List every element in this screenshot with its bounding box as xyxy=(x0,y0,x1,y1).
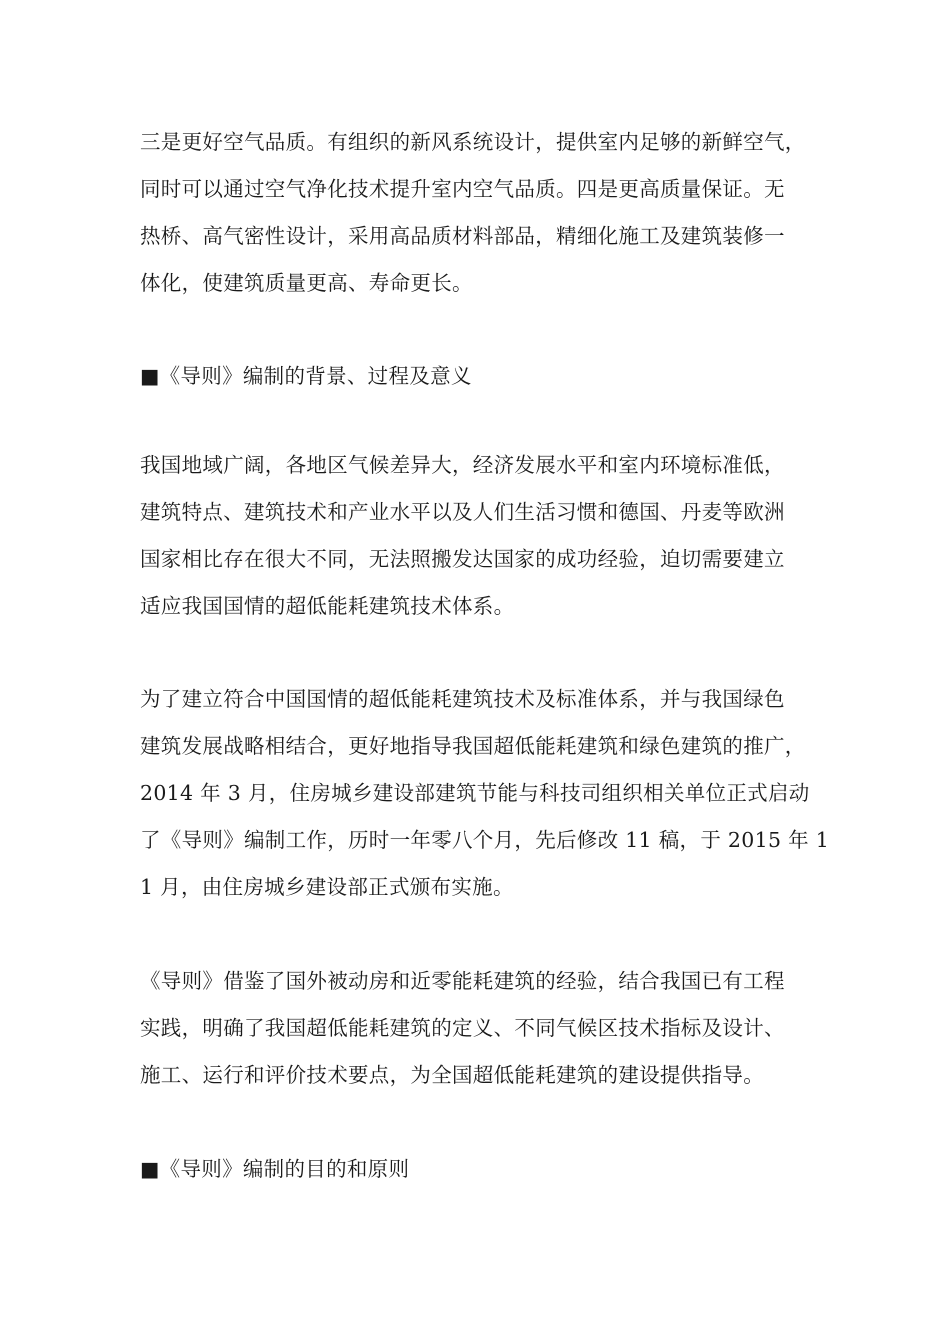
paragraph-3-line-2: 建筑发展战略相结合，更好地指导我国超低能耗建筑和绿色建筑的推广， xyxy=(140,734,806,758)
paragraph-4-line-3: 施工、运行和评价技术要点，为全国超低能耗建筑的建设提供指导。 xyxy=(140,1063,764,1087)
paragraph-3-line-4: 了《导则》编制工作，历时一年零八个月，先后修改 11 稿，于 2015 年 1 xyxy=(140,828,830,852)
paragraph-3-line-5: 1 月，由住房城乡建设部正式颁布实施。 xyxy=(140,875,514,899)
paragraph-3-line-3: 2014 年 3 月，住房城乡建设部建筑节能与科技司组织相关单位正式启动 xyxy=(140,781,810,805)
paragraph-2-line-2: 建筑特点、建筑技术和产业水平以及人们生活习惯和德国、丹麦等欧洲 xyxy=(140,500,785,524)
section-heading-background: ■《导则》编制的背景、过程及意义 xyxy=(140,364,472,388)
paragraph-4-line-1: 《导则》借鉴了国外被动房和近零能耗建筑的经验，结合我国已有工程 xyxy=(140,969,785,993)
section-heading-purpose: ■《导则》编制的目的和原则 xyxy=(140,1157,410,1181)
paragraph-1-line-3: 热桥、高气密性设计，采用高品质材料部品，精细化施工及建筑装修一 xyxy=(140,224,785,248)
paragraph-2-line-4: 适应我国国情的超低能耗建筑技术体系。 xyxy=(140,594,515,618)
paragraph-3-line-1: 为了建立符合中国国情的超低能耗建筑技术及标准体系，并与我国绿色 xyxy=(140,687,785,711)
paragraph-2-line-1: 我国地域广阔，各地区气候差异大，经济发展水平和室内环境标准低， xyxy=(140,453,785,477)
paragraph-2-line-3: 国家相比存在很大不同，无法照搬发达国家的成功经验，迫切需要建立 xyxy=(140,547,785,571)
paragraph-4-line-2: 实践，明确了我国超低能耗建筑的定义、不同气候区技术指标及设计、 xyxy=(140,1016,785,1040)
paragraph-1-line-4: 体化，使建筑质量更高、寿命更长。 xyxy=(140,271,473,295)
paragraph-1-line-1: 三是更好空气品质。有组织的新风系统设计，提供室内足够的新鲜空气， xyxy=(140,130,806,154)
paragraph-1-line-2: 同时可以通过空气净化技术提升室内空气品质。四是更高质量保证。无 xyxy=(140,177,785,201)
